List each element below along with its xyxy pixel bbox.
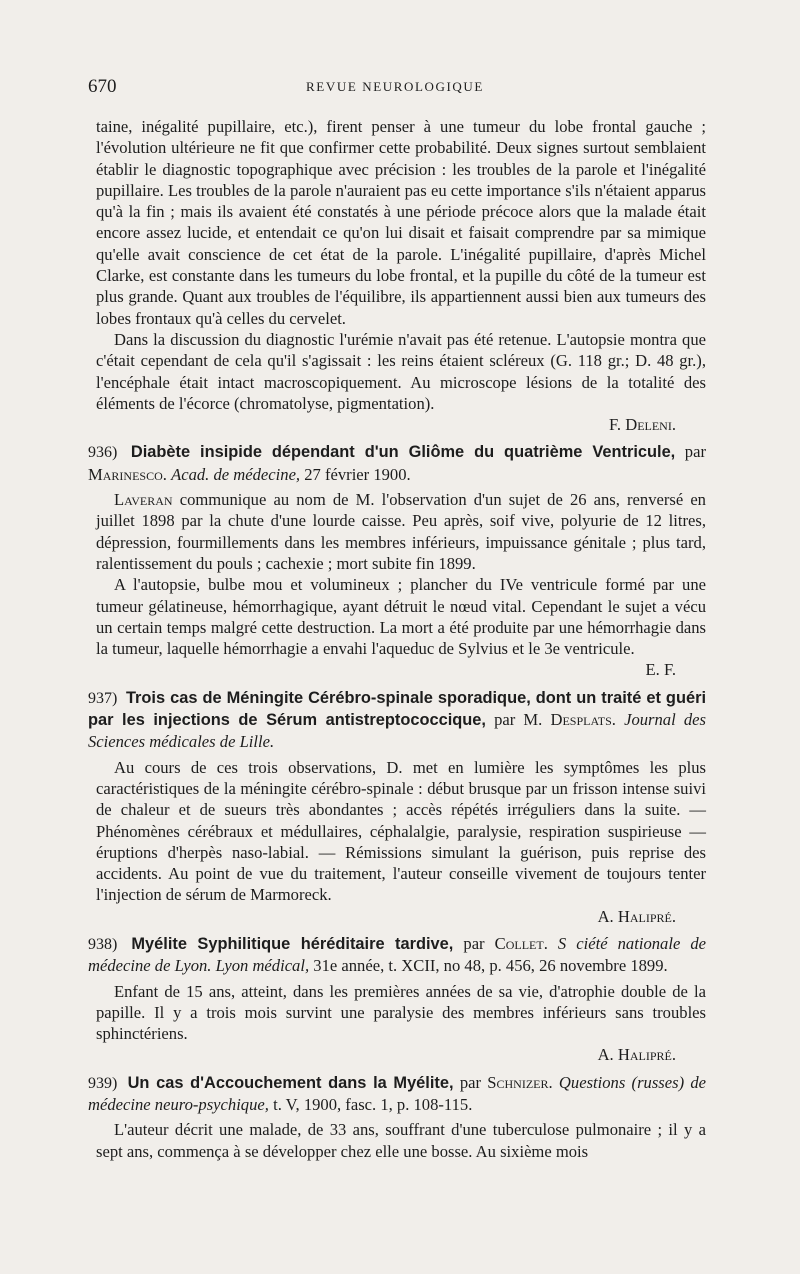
page-header (88, 76, 702, 100)
entry-by: par (459, 1072, 482, 1092)
entry-number: 938) (88, 935, 118, 953)
page-number: 670 (88, 76, 117, 97)
continued-paragraph: taine, inégalité pupillaire, etc.), firent penser à une tumeur du lobe frontal gauche ; l'évolution ultérieure ne fit que confirmer cette probabilité. Deux signes surtout semblaient établir le diagnostic topographique avec précision : les troubles de la parole et l'inégalité pupillaire. Les troubles de la parole n'auraient pas eu cette importance s'ils n'étaient apparus qu'à la fin ; mais ils avaient été constatés à une période précoce alors que la malade était encore assez lucide, et entendait ce qu'on lui disait et faisait comprendre par sa mimique qu'elle avait conscience de cet état de la parole. L'inégalité pupillaire, d'après Michel Clarke, est constante dans les tumeurs du lobe frontal, et la pupille du côté de la tumeur est plus grande. Quant aux troubles de l'équilibre, ils appartiennent aussi bien aux tumeurs des lobes frontaux qu'à celles du cervelet. (96, 117, 706, 328)
entry-number: 937) (88, 689, 118, 707)
entry-heading (88, 1072, 706, 1116)
paragraph-lead: Laveran (114, 490, 173, 510)
entry-source: Acad. de médecine, (171, 464, 301, 484)
running-title: REVUE NEUROLOGIQUE (306, 79, 484, 94)
abstract-entry (88, 687, 706, 753)
entry-date: 27 février 1900. (304, 464, 411, 484)
entry-author: Schnizer. (487, 1072, 553, 1092)
signature: E. F. (645, 660, 676, 680)
diagnosis-paragraph: Dans la discussion du diagnostic l'urémie n'avait pas été retenue. L'autopsie montra que c'était cependant de cela qu'il s'agissait : les reins étaient scléreux (G. 118 gr.; D. 48 gr.), l'encéphale était intact macroscopiquement. Au microscope lésions de la totalité des éléments de l'écorce (chromatolyse, pigmentation). (96, 329, 706, 413)
entry-heading (88, 687, 706, 753)
signature: A. Halipré. (597, 906, 676, 926)
page-body (88, 116, 707, 1162)
signature: F. Deleni. (609, 415, 676, 435)
abstract-entry (88, 1072, 706, 1116)
entry-by: par (684, 442, 706, 462)
entry-title: Un cas d'Accouchement dans la Myélite, (127, 1073, 454, 1092)
abstract-entry (88, 441, 706, 485)
entry-author: Collet. (494, 933, 548, 953)
paragraph-text: communique au nom de M. l'observation d'un sujet de 26 ans, renversé en juillet 1898 par la chute d'une lourde caisse. Peu après, soif vive, polyurie de 12 litres, dépression, fourmillements dans les membres inférieurs, impuissance génitale ; plus tard, ralentissement du pouls ; cachexie ; mort subite fin 1899. (96, 490, 706, 573)
entry-source: S ciété nationale de médecine de Lyon. Lyon médical, (88, 933, 707, 976)
entry-title: Trois cas de Méningite Cérébro-spinale sporadique, dont un traité et guéri par les injections de Sérum antistreptococcique, (88, 688, 707, 730)
entry-paragraph (96, 489, 706, 574)
entry-author: Marinesco. (88, 464, 167, 484)
entry-title: Diabète insipide dépendant d'un Gliôme du quatrième Ventricule, (130, 443, 676, 462)
entry-number: 936) (88, 444, 118, 462)
entry-heading (88, 933, 706, 977)
entry-date: 31e année, t. XCII, no 48, p. 456, 26 novembre 1899. (313, 956, 668, 976)
entry-author: Desplats. (550, 710, 616, 730)
entry-source: Questions (russes) de médecine neuro-psychique, (88, 1072, 707, 1115)
entry-paragraph: Au cours de ces trois observations, D. met en lumière les symptômes les plus caractéristiques de la méningite cérébro-spinale : début brusque par un frisson intense suivi de chaleur et de sueurs très abondantes ; accès répétés irréguliers dans la suite. — Phénomènes cérébraux et médullaires, céphalalgie, paralysie, respiration suspirieuse — éruptions d'herpès naso-labial. — Rémissions simulant la guérison, puis reprise des accidents. Au point de vue du traitement, l'auteur conseille vivement de toujours tenter l'injection de sérum de Marmoreck. (96, 757, 706, 905)
entry-paragraph: Enfant de 15 ans, atteint, dans les premières années de sa vie, d'atrophie double de la papille. Il y a trois mois survint une paralysie des membres inférieurs sans troubles sphinctériens. (96, 981, 706, 1044)
entry-number: 939) (88, 1074, 118, 1092)
entry-title: Myélite Syphilitique héréditaire tardive, (131, 934, 454, 953)
signature: A. Halipré. (597, 1045, 676, 1065)
entry-source: Journal des Sciences médicales de Lille. (88, 710, 706, 752)
entry-date: t. V, 1900, fasc. 1, p. 108-115. (273, 1095, 473, 1115)
entry-paragraph: A l'autopsie, bulbe mou et volumineux ; plancher du IVe ventricule formé par une tumeur gélatineuse, hémorrhagique, ayant détruit le nœud vital. Cependant le sujet a vécu un certain temps malgré cette destruction. La mort a été produite par une hémorrhagie dans la tumeur, laquelle hémorrhagie a envahi l'aqueduc de Sylvius et le 3e ventricule. (96, 575, 706, 659)
entry-by: par (463, 933, 485, 953)
entry-by: par M. (494, 710, 543, 730)
abstract-entry (88, 933, 706, 977)
entry-heading (88, 441, 706, 485)
entry-paragraph: L'auteur décrit une malade, de 33 ans, souffrant d'une tuberculose pulmonaire ; il y a sept ans, commença à se développer chez elle une bosse. Au sixième mois (96, 1120, 706, 1161)
